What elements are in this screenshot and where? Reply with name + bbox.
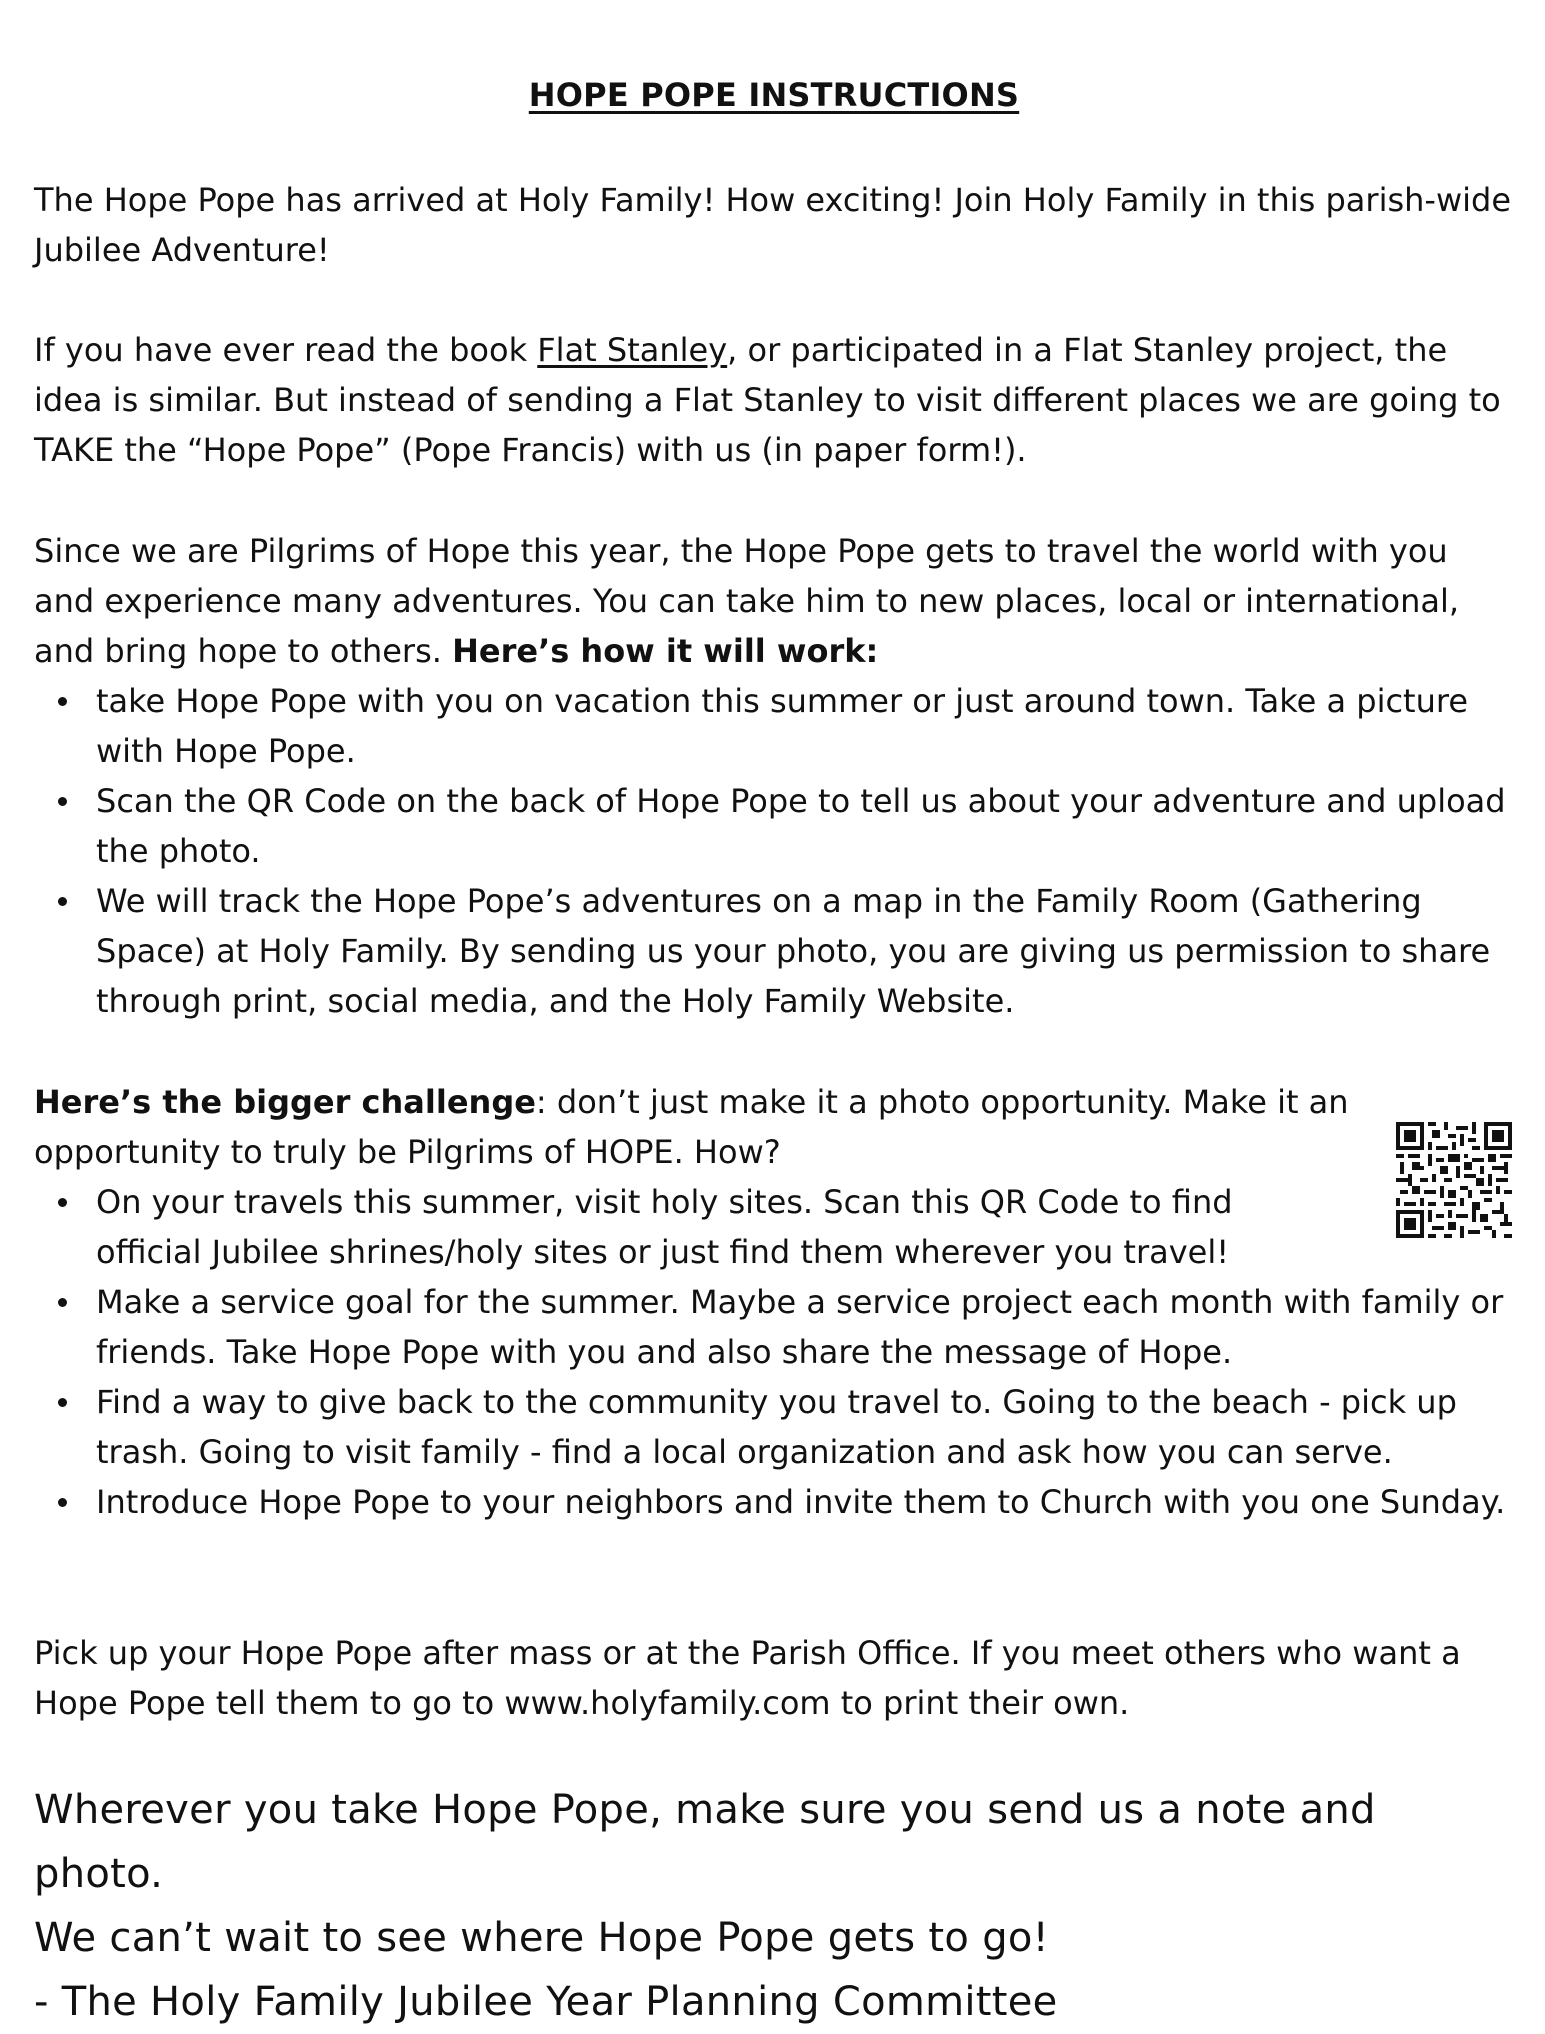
list-item: We will track the Hope Pope’s adventures on a map in the Family Room (Gathering Space) at Holy Family. By sending us your photo, you are giving us permission to share through print, social media, and the Holy Family Website. <box>34 876 1514 1026</box>
challenge-text: : don’t just make it a photo opportunity. Make it an opportunity to truly be Pilgrims of HOPE. How? <box>34 1083 1349 1171</box>
closing-line: Wherever you take Hope Pope, make sure you send us a note and photo. <box>34 1787 1376 1897</box>
list-item: take Hope Pope with you on vacation this summer or just around town. Take a picture with Hope Pope. <box>34 676 1514 776</box>
pickup-paragraph: Pick up your Hope Pope after mass or at the Parish Office. If you meet others who want a Hope Pope tell them to go to www.holyfamily.com to print their own. <box>34 1634 1461 1722</box>
flat-stanley-paragraph <box>34 325 1514 475</box>
challenge-paragraph <box>34 1077 1354 1177</box>
how-it-works-heading: Here’s how it will work: <box>452 632 879 670</box>
flat-stanley-text-before: If you have ever read the book <box>34 331 538 369</box>
list-item: Introduce Hope Pope to your neighbors and invite them to Church with you one Sunday. <box>34 1477 1514 1527</box>
closing-message <box>34 1778 1514 2034</box>
list-item: Find a way to give back to the community you travel to. Going to the beach - pick up trash. Going to visit family - find a local organization and ask how you can serve. <box>34 1377 1514 1477</box>
page-title: HOPE POPE INSTRUCTIONS <box>528 76 1020 114</box>
list-item: Scan the QR Code on the back of Hope Pope to tell us about your adventure and upload the photo. <box>34 776 1514 876</box>
flat-stanley-text-after: , or participated in a Flat Stanley project, the idea is similar. But instead of sending a Flat Stanley to visit different places we are going to TAKE the “Hope Pope” (Pope Francis) with us (in paper form!). <box>34 331 1501 469</box>
challenge-list <box>34 1177 1514 1527</box>
list-item: Make a service goal for the summer. Maybe a service project each month with family or friends. Take Hope Pope with you and also share the message of Hope. <box>34 1277 1514 1377</box>
closing-line: We can’t wait to see where Hope Pope gets to go! <box>34 1915 1050 1961</box>
intro-paragraph: The Hope Pope has arrived at Holy Family! How exciting! Join Holy Family in this parish-wide Jubilee Adventure! <box>34 181 1512 269</box>
pilgrims-paragraph <box>34 526 1514 676</box>
pilgrims-text: Since we are Pilgrims of Hope this year, the Hope Pope gets to travel the world with you and experience many adventures. You can take him to new places, local or international, and bring hope to others. <box>34 532 1460 670</box>
list-item: On your travels this summer, visit holy sites. Scan this QR Code to find official Jubilee shrines/holy sites or just find them wherever you travel! <box>34 1177 1326 1277</box>
flat-stanley-book-title: Flat Stanley <box>537 331 728 369</box>
challenge-heading: Here’s the bigger challenge <box>34 1083 536 1121</box>
how-it-works-list <box>34 676 1514 1026</box>
closing-signature: - The Holy Family Jubilee Year Planning Committee <box>34 1979 1058 2025</box>
